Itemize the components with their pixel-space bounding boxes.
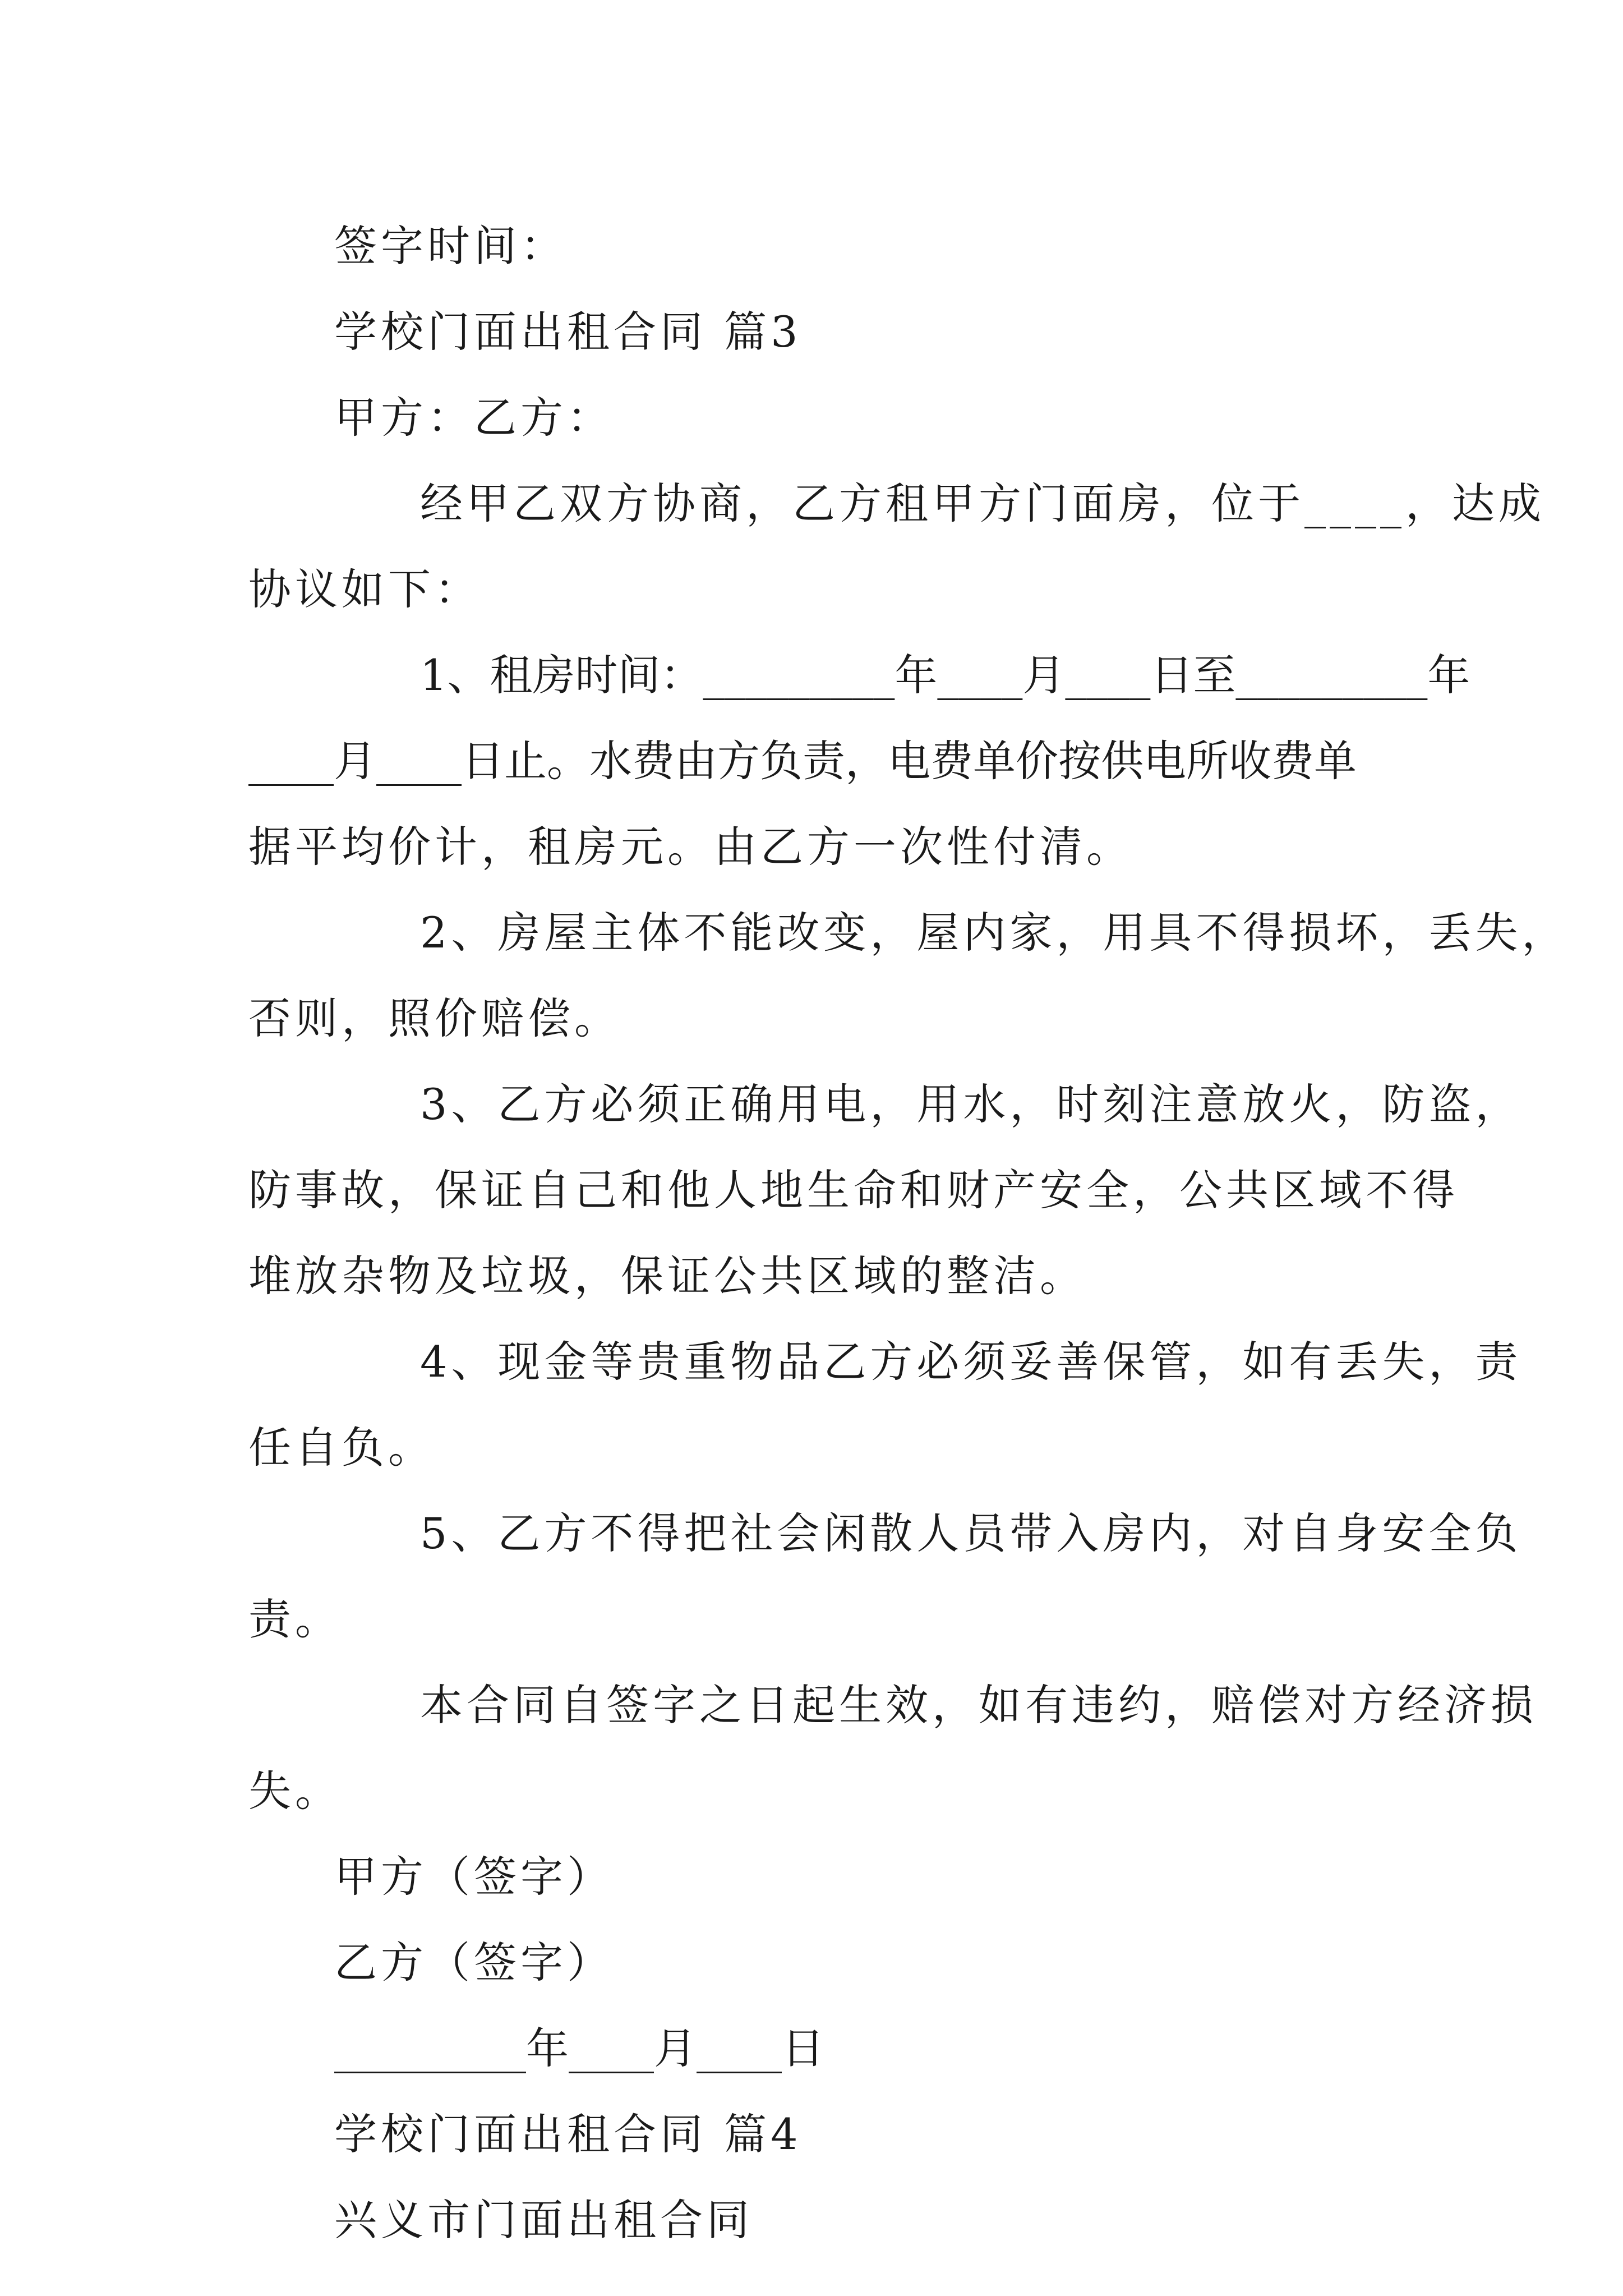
item5-line-1: 5、乙方不得把社会闲散人员带入房内，对自身安全负: [420, 1508, 1522, 1558]
item1-line-3: 据平均价计，租房元。由乙方一次性付清。: [248, 822, 1133, 872]
contract-title-4: 兴义市门面出租合同: [334, 2195, 753, 2245]
item4-line-1: 4、现金等贵重物品乙方必须妥善保管，如有丢失，责: [420, 1337, 1522, 1387]
contract-text: [248, 203, 1569, 2263]
section-heading-4: 学校门面出租合同 篇4: [334, 2109, 802, 2159]
item2-line-2: 否则，照价赔偿。: [248, 993, 621, 1043]
section-heading-3: 学校门面出租合同 篇3: [334, 307, 802, 357]
item5-line-2: 责。: [248, 1594, 342, 1644]
date-line: _________年____月____日: [334, 2023, 824, 2073]
item1-line-1: 1、租房时间：_________年____月____日至_________年: [420, 650, 1470, 700]
effect-line-1: 本合同自签字之日起生效，如有违约，赔偿对方经济损: [420, 1680, 1537, 1730]
sign-time-line: 签字时间：: [334, 221, 567, 271]
item3-line-3: 堆放杂物及垃圾，保证公共区域的整洁。: [248, 1251, 1086, 1301]
item2-line-1: 2、房屋主体不能改变，屋内家，用具不得损坏，丢失，: [420, 908, 1569, 958]
item3-line-2: 防事故，保证自己和他人地生命和财产安全，公共区域不得: [248, 1165, 1459, 1215]
item3-line-1: 3、乙方必须正确用电，用水，时刻注意放火，防盗，: [420, 1079, 1522, 1129]
party-b-signature: 乙方（签字）: [334, 1938, 614, 1987]
effect-line-2: 失。: [248, 1766, 342, 1816]
item4-line-2: 任自负。: [248, 1423, 435, 1473]
parties-line: 甲方：乙方：: [334, 393, 614, 443]
item1-line-2: ____月____日止。水费由方负责，电费单价按供电所收费单: [248, 736, 1357, 786]
party-a-signature: 甲方（签字）: [334, 1852, 614, 1902]
intro-line-2: 协议如下：: [248, 564, 481, 614]
intro-line-1: 经甲乙双方协商，乙方租甲方门面房，位于____，达成: [420, 478, 1545, 528]
